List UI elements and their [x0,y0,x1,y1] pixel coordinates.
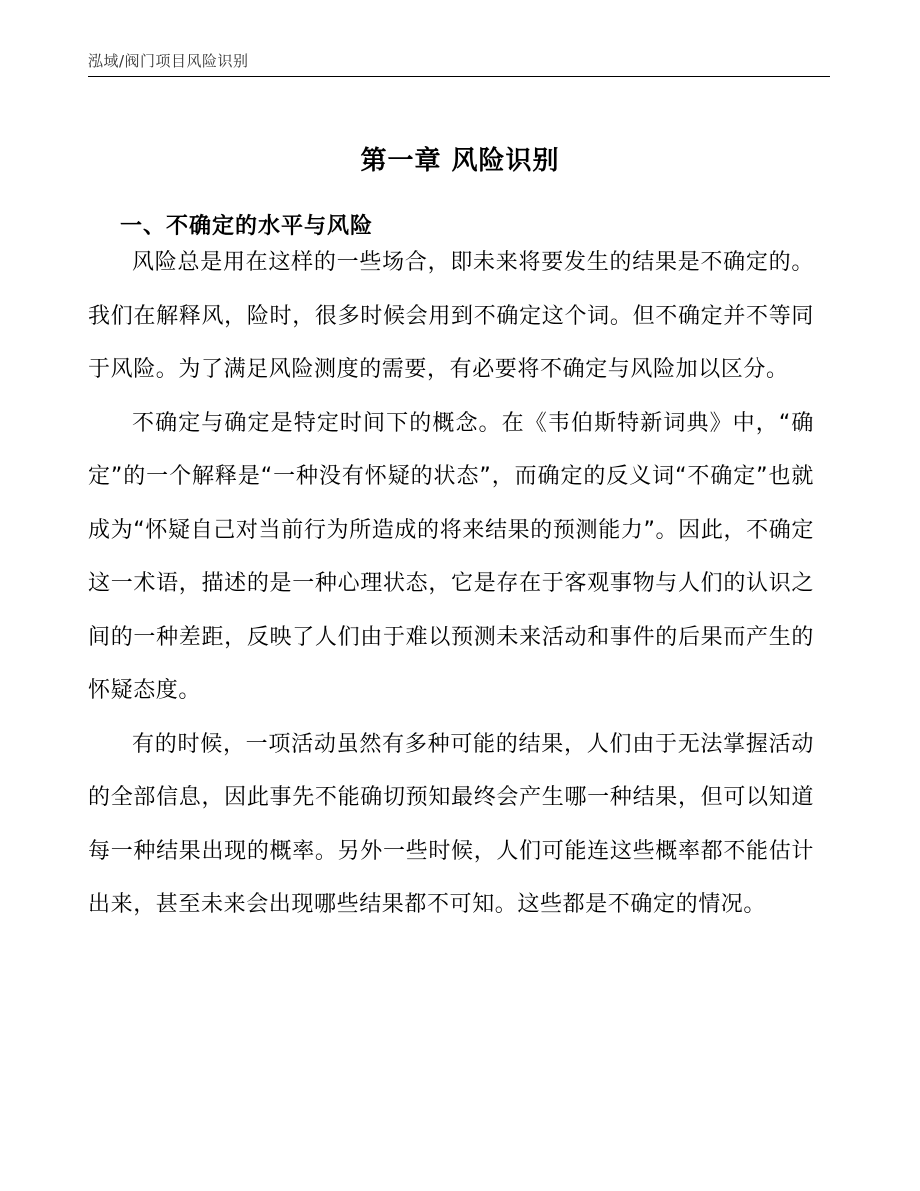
body-text [88,236,814,932]
paragraph-2: 不确定与确定是特定时间下的概念。在《韦伯斯特新词典》中，“确定”的一个解释是“一种没有怀疑的状态”，而确定的反义词“不确定”也就成为“怀疑自己对当前行为所造成的将来结果的预测能力”。因此，不确定这一术语，描述的是一种心理状态，它是存在于客观事物与人们的认识之间的一种差距，反映了人们由于难以预测未来活动和事件的后果而产生的怀疑态度。 [88,410,814,703]
chapter-title: 第一章 风险识别 [360,146,560,176]
header-divider [88,76,830,77]
running-header: 泓域/阀门项目风险识别 [88,52,249,70]
paragraph-1: 风险总是用在这样的一些场合，即未来将要发生的结果是不确定的。我们在解释风，险时，很多时候会用到不确定这个词。但不确定并不等同于风险。为了满足风险测度的需要，有必要将不确定与风险加以区分。 [88,250,814,382]
section-heading: 一、不确定的水平与风险 [120,214,374,239]
paragraph-3: 有的时候，一项活动虽然有多种可能的结果，人们由于无法掌握活动的全部信息，因此事先不能确切预知最终会产生哪一种结果，但可以知道每一种结果出现的概率。另外一些时候，人们可能连这些概率都不能估计出来，甚至未来会出现哪些结果都不可知。这些都是不确定的情况。 [88,731,814,917]
